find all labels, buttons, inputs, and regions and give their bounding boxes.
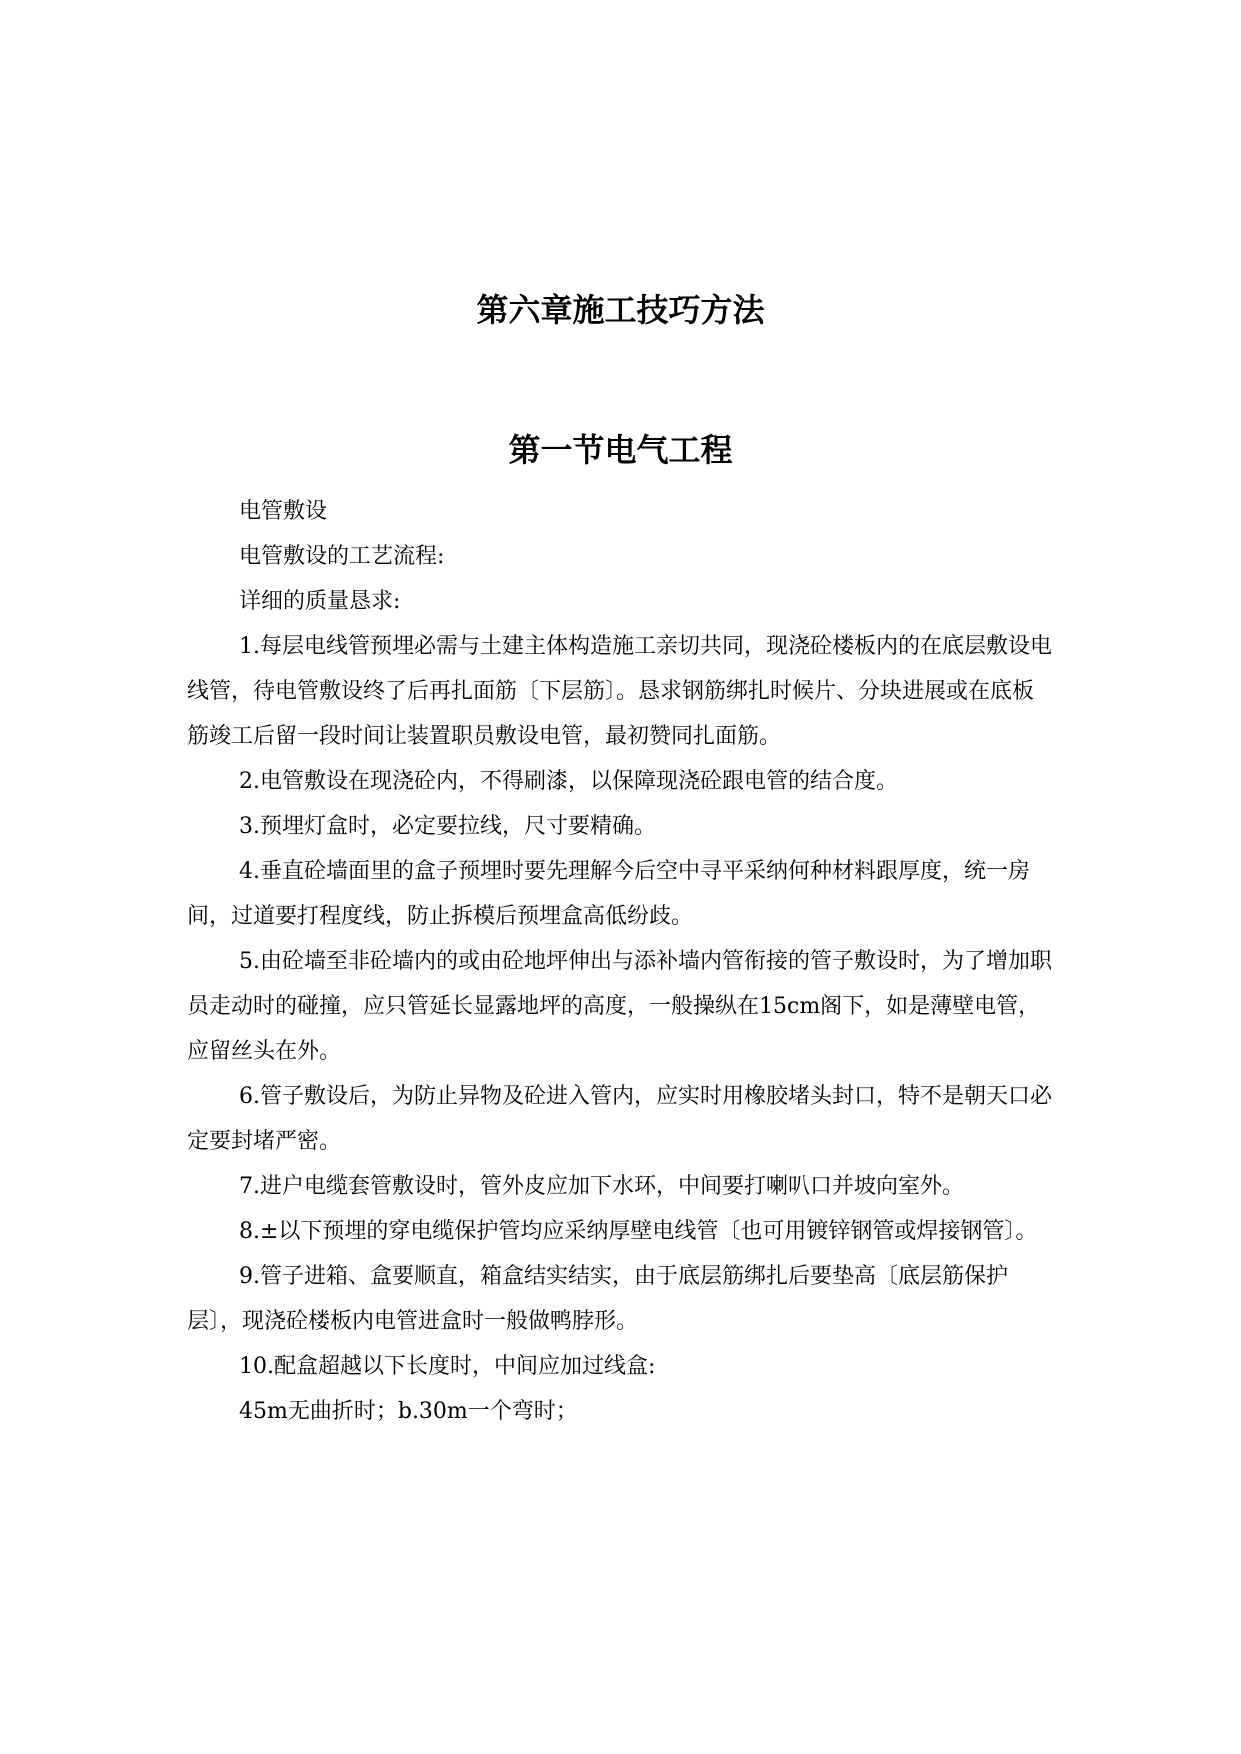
paragraph-item-4: 4.垂直砼墙面里的盒子预埋时要先理解今后空中寻平采纳何种材料跟厚度，统一房间，过道要打程度线，防止拆模后预埋盒高低纷歧。 xyxy=(187,859,1030,929)
paragraph-length-rules: 45m无曲折时；b.30m一个弯时； xyxy=(239,1399,578,1424)
paragraph-item-1: 1.每层电线管预埋必需与土建主体构造施工亲切共同，现浇砼楼板内的在底层敷设电线管，待电管敷设终了后再扎面筋〔下层筋〕。恳求钢筋绑扎时候片、分块进展或在底板筋竣工后留一段时间让装置职员敷设电管，最初赞同扎面筋。 xyxy=(187,634,1052,749)
chapter-title: 第六章施工技巧方法 xyxy=(476,291,765,329)
paragraph-item-2: 2.电管敷设在现浇砼内，不得刷漆，以保障现浇砼跟电管的结合度。 xyxy=(239,769,898,794)
paragraph-item-7: 7.进户电缆套管敷设时，管外皮应加下水环，中间要打喇叭口并坡向室外。 xyxy=(239,1174,964,1199)
paragraph-item-6: 6.管子敷设后，为防止异物及砼进入管内，应实时用橡胶堵头封口，特不是朝天口必定要封堵严密。 xyxy=(187,1084,1052,1154)
paragraph-heading-conduit-laying: 电管敷设 xyxy=(239,499,328,524)
section-title: 第一节电气工程 xyxy=(508,431,733,469)
paragraph-item-5: 5.由砼墙至非砼墙内的或由砼地坪伸出与添补墙内管衔接的管子敷设时，为了增加职员走动时的碰撞，应只管延长显露地坪的高度，一般操纵在15cm阁下，如是薄壁电管，应留丝头在外。 xyxy=(187,949,1052,1064)
document-body xyxy=(187,489,1053,1434)
paragraph-quality-requirements: 详细的质量恳求: xyxy=(239,589,401,614)
paragraph-item-10: 10.配盒超越以下长度时，中间应加过线盒: xyxy=(239,1354,656,1379)
paragraph-item-3: 3.预埋灯盒时，必定要拉线，尺寸要精确。 xyxy=(239,814,656,839)
paragraph-item-9: 9.管子进箱、盒要顺直，箱盒结实结实，由于底层筋绑扎后要垫高〔底层筋保护层〕，现浇砼楼板内电管进盒时一般做鸭脖形。 xyxy=(187,1264,1008,1334)
paragraph-process-flow: 电管敷设的工艺流程: xyxy=(239,544,445,569)
paragraph-item-8: 8.±以下预埋的穿电缆保护管均应采纳厚壁电线管〔也可用镀锌钢管或焊接钢管〕。 xyxy=(239,1219,1038,1244)
